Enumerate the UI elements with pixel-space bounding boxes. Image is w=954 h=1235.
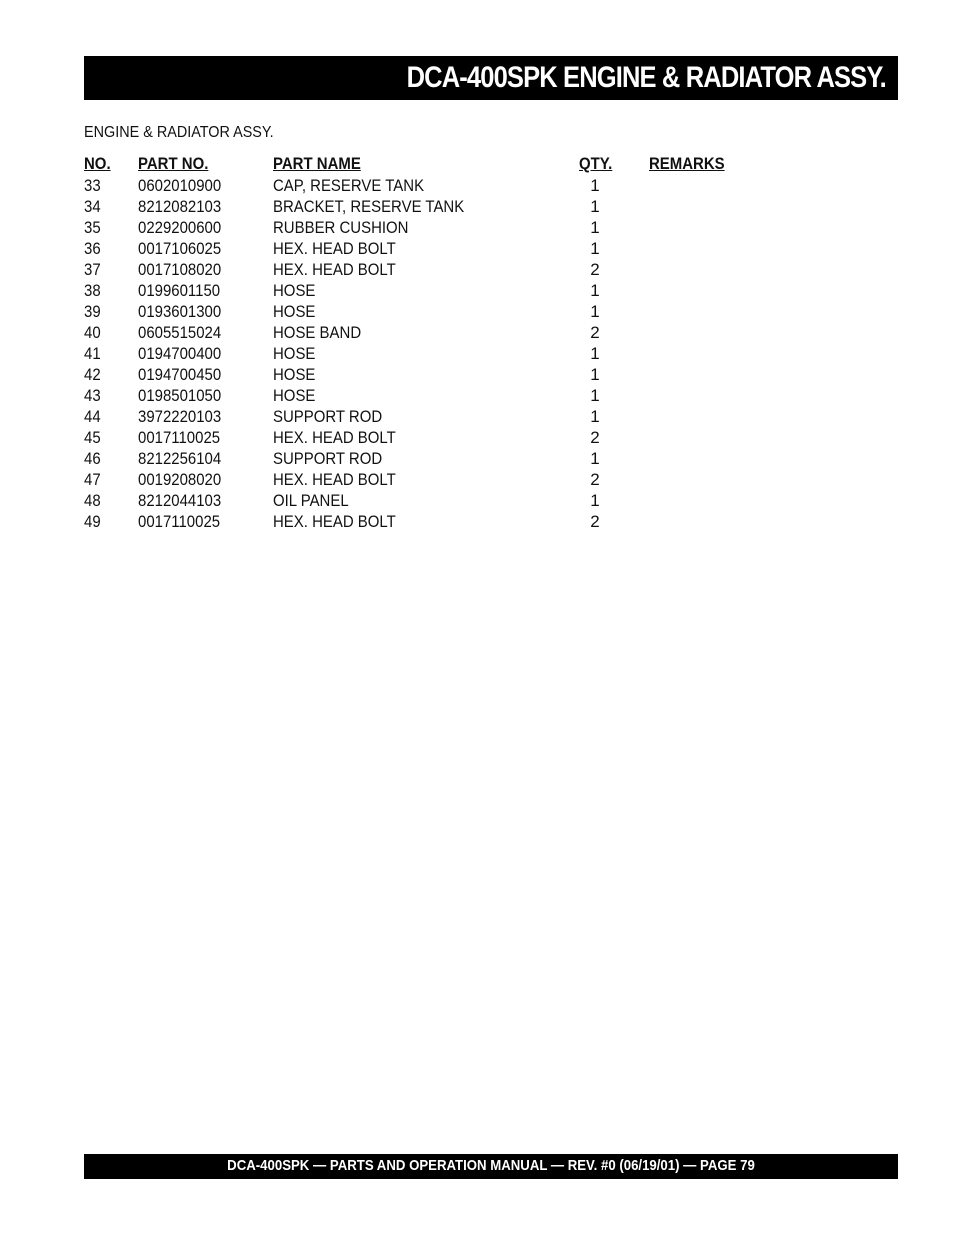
cell-part-name: HOSE BAND <box>273 323 362 342</box>
cell-qty: 2 <box>590 260 600 279</box>
table-row <box>0 323 954 344</box>
cell-part-no: 0017108020 <box>138 260 222 279</box>
cell-qty: 1 <box>590 239 600 258</box>
cell-no: 42 <box>84 365 101 384</box>
cell-part-name: SUPPORT ROD <box>273 449 383 468</box>
cell-no: 37 <box>84 260 101 279</box>
cell-part-name: CAP, RESERVE TANK <box>273 176 425 195</box>
cell-part-no: 0229200600 <box>138 218 222 237</box>
cell-part-name: OIL PANEL <box>273 491 349 510</box>
cell-part-name: HEX. HEAD BOLT <box>273 260 396 279</box>
cell-part-name: HEX. HEAD BOLT <box>273 470 396 489</box>
cell-no: 38 <box>84 281 101 300</box>
cell-part-name: HEX. HEAD BOLT <box>273 512 396 531</box>
cell-part-no: 0602010900 <box>138 176 222 195</box>
column-header-part-no: PART NO. <box>138 154 209 173</box>
table-row <box>0 260 954 281</box>
cell-qty: 1 <box>590 386 600 405</box>
table-row <box>0 386 954 407</box>
cell-qty: 1 <box>590 365 600 384</box>
cell-no: 49 <box>84 512 101 531</box>
table-row <box>0 512 954 533</box>
cell-qty: 1 <box>590 491 600 510</box>
cell-part-name: RUBBER CUSHION <box>273 218 409 237</box>
cell-part-no: 0194700450 <box>138 365 222 384</box>
cell-qty: 1 <box>590 281 600 300</box>
cell-no: 35 <box>84 218 101 237</box>
cell-no: 44 <box>84 407 101 426</box>
table-row <box>0 491 954 512</box>
cell-no: 45 <box>84 428 101 447</box>
cell-no: 46 <box>84 449 101 468</box>
cell-part-name: HEX. HEAD BOLT <box>273 428 396 447</box>
cell-part-no: 0198501050 <box>138 386 222 405</box>
footer-bar <box>84 1154 898 1179</box>
column-header-qty: QTY. <box>579 154 613 173</box>
cell-qty: 1 <box>590 449 600 468</box>
column-header-part-name: PART NAME <box>273 154 361 173</box>
cell-part-no: 0017110025 <box>138 512 221 531</box>
table-row <box>0 302 954 323</box>
cell-part-name: SUPPORT ROD <box>273 407 383 426</box>
cell-part-no: 3972220103 <box>138 407 222 426</box>
cell-part-name: HOSE <box>273 302 316 321</box>
table-row <box>0 428 954 449</box>
footer-text: DCA-400SPK — PARTS AND OPERATION MANUAL — REV. #0 (06/19/01) — PAGE 79 <box>227 1157 755 1174</box>
table-row <box>0 197 954 218</box>
cell-part-no: 8212256104 <box>138 449 222 468</box>
cell-no: 39 <box>84 302 101 321</box>
cell-part-name: HOSE <box>273 365 316 384</box>
cell-part-name: HOSE <box>273 281 316 300</box>
cell-part-name: HOSE <box>273 386 316 405</box>
cell-qty: 1 <box>590 218 600 237</box>
cell-part-no: 0017106025 <box>138 239 222 258</box>
section-title: ENGINE & RADIATOR ASSY. <box>84 124 274 141</box>
cell-part-no: 8212082103 <box>138 197 222 216</box>
cell-no: 33 <box>84 176 101 195</box>
cell-qty: 1 <box>590 302 600 321</box>
cell-part-no: 0019208020 <box>138 470 222 489</box>
cell-qty: 1 <box>590 176 600 195</box>
cell-no: 47 <box>84 470 101 489</box>
cell-part-name: HOSE <box>273 344 316 363</box>
cell-qty: 1 <box>590 407 600 426</box>
cell-no: 40 <box>84 323 101 342</box>
table-row <box>0 176 954 197</box>
cell-qty: 2 <box>590 470 600 489</box>
cell-no: 48 <box>84 491 101 510</box>
table-row <box>0 344 954 365</box>
cell-qty: 2 <box>590 428 600 447</box>
column-header-remarks: REMARKS <box>649 154 725 173</box>
cell-qty: 2 <box>590 323 600 342</box>
table-row <box>0 449 954 470</box>
cell-part-no: 8212044103 <box>138 491 222 510</box>
page-title: DCA-400SPK ENGINE & RADIATOR ASSY. <box>406 61 886 94</box>
table-row <box>0 365 954 386</box>
cell-part-no: 0199601150 <box>138 281 221 300</box>
cell-qty: 2 <box>590 512 600 531</box>
cell-no: 36 <box>84 239 101 258</box>
column-header-no: NO. <box>84 154 111 173</box>
table-row <box>0 470 954 491</box>
cell-part-no: 0193601300 <box>138 302 222 321</box>
table-row <box>0 281 954 302</box>
cell-part-name: BRACKET, RESERVE TANK <box>273 197 465 216</box>
table-row <box>0 407 954 428</box>
cell-part-no: 0605515024 <box>138 323 222 342</box>
cell-no: 34 <box>84 197 101 216</box>
page-title-bar <box>84 56 898 100</box>
cell-part-no: 0017110025 <box>138 428 221 447</box>
table-row <box>0 239 954 260</box>
cell-no: 43 <box>84 386 101 405</box>
table-row <box>0 218 954 239</box>
cell-part-no: 0194700400 <box>138 344 222 363</box>
cell-part-name: HEX. HEAD BOLT <box>273 239 396 258</box>
cell-no: 41 <box>84 344 101 363</box>
cell-qty: 1 <box>590 344 600 363</box>
cell-qty: 1 <box>590 197 600 216</box>
